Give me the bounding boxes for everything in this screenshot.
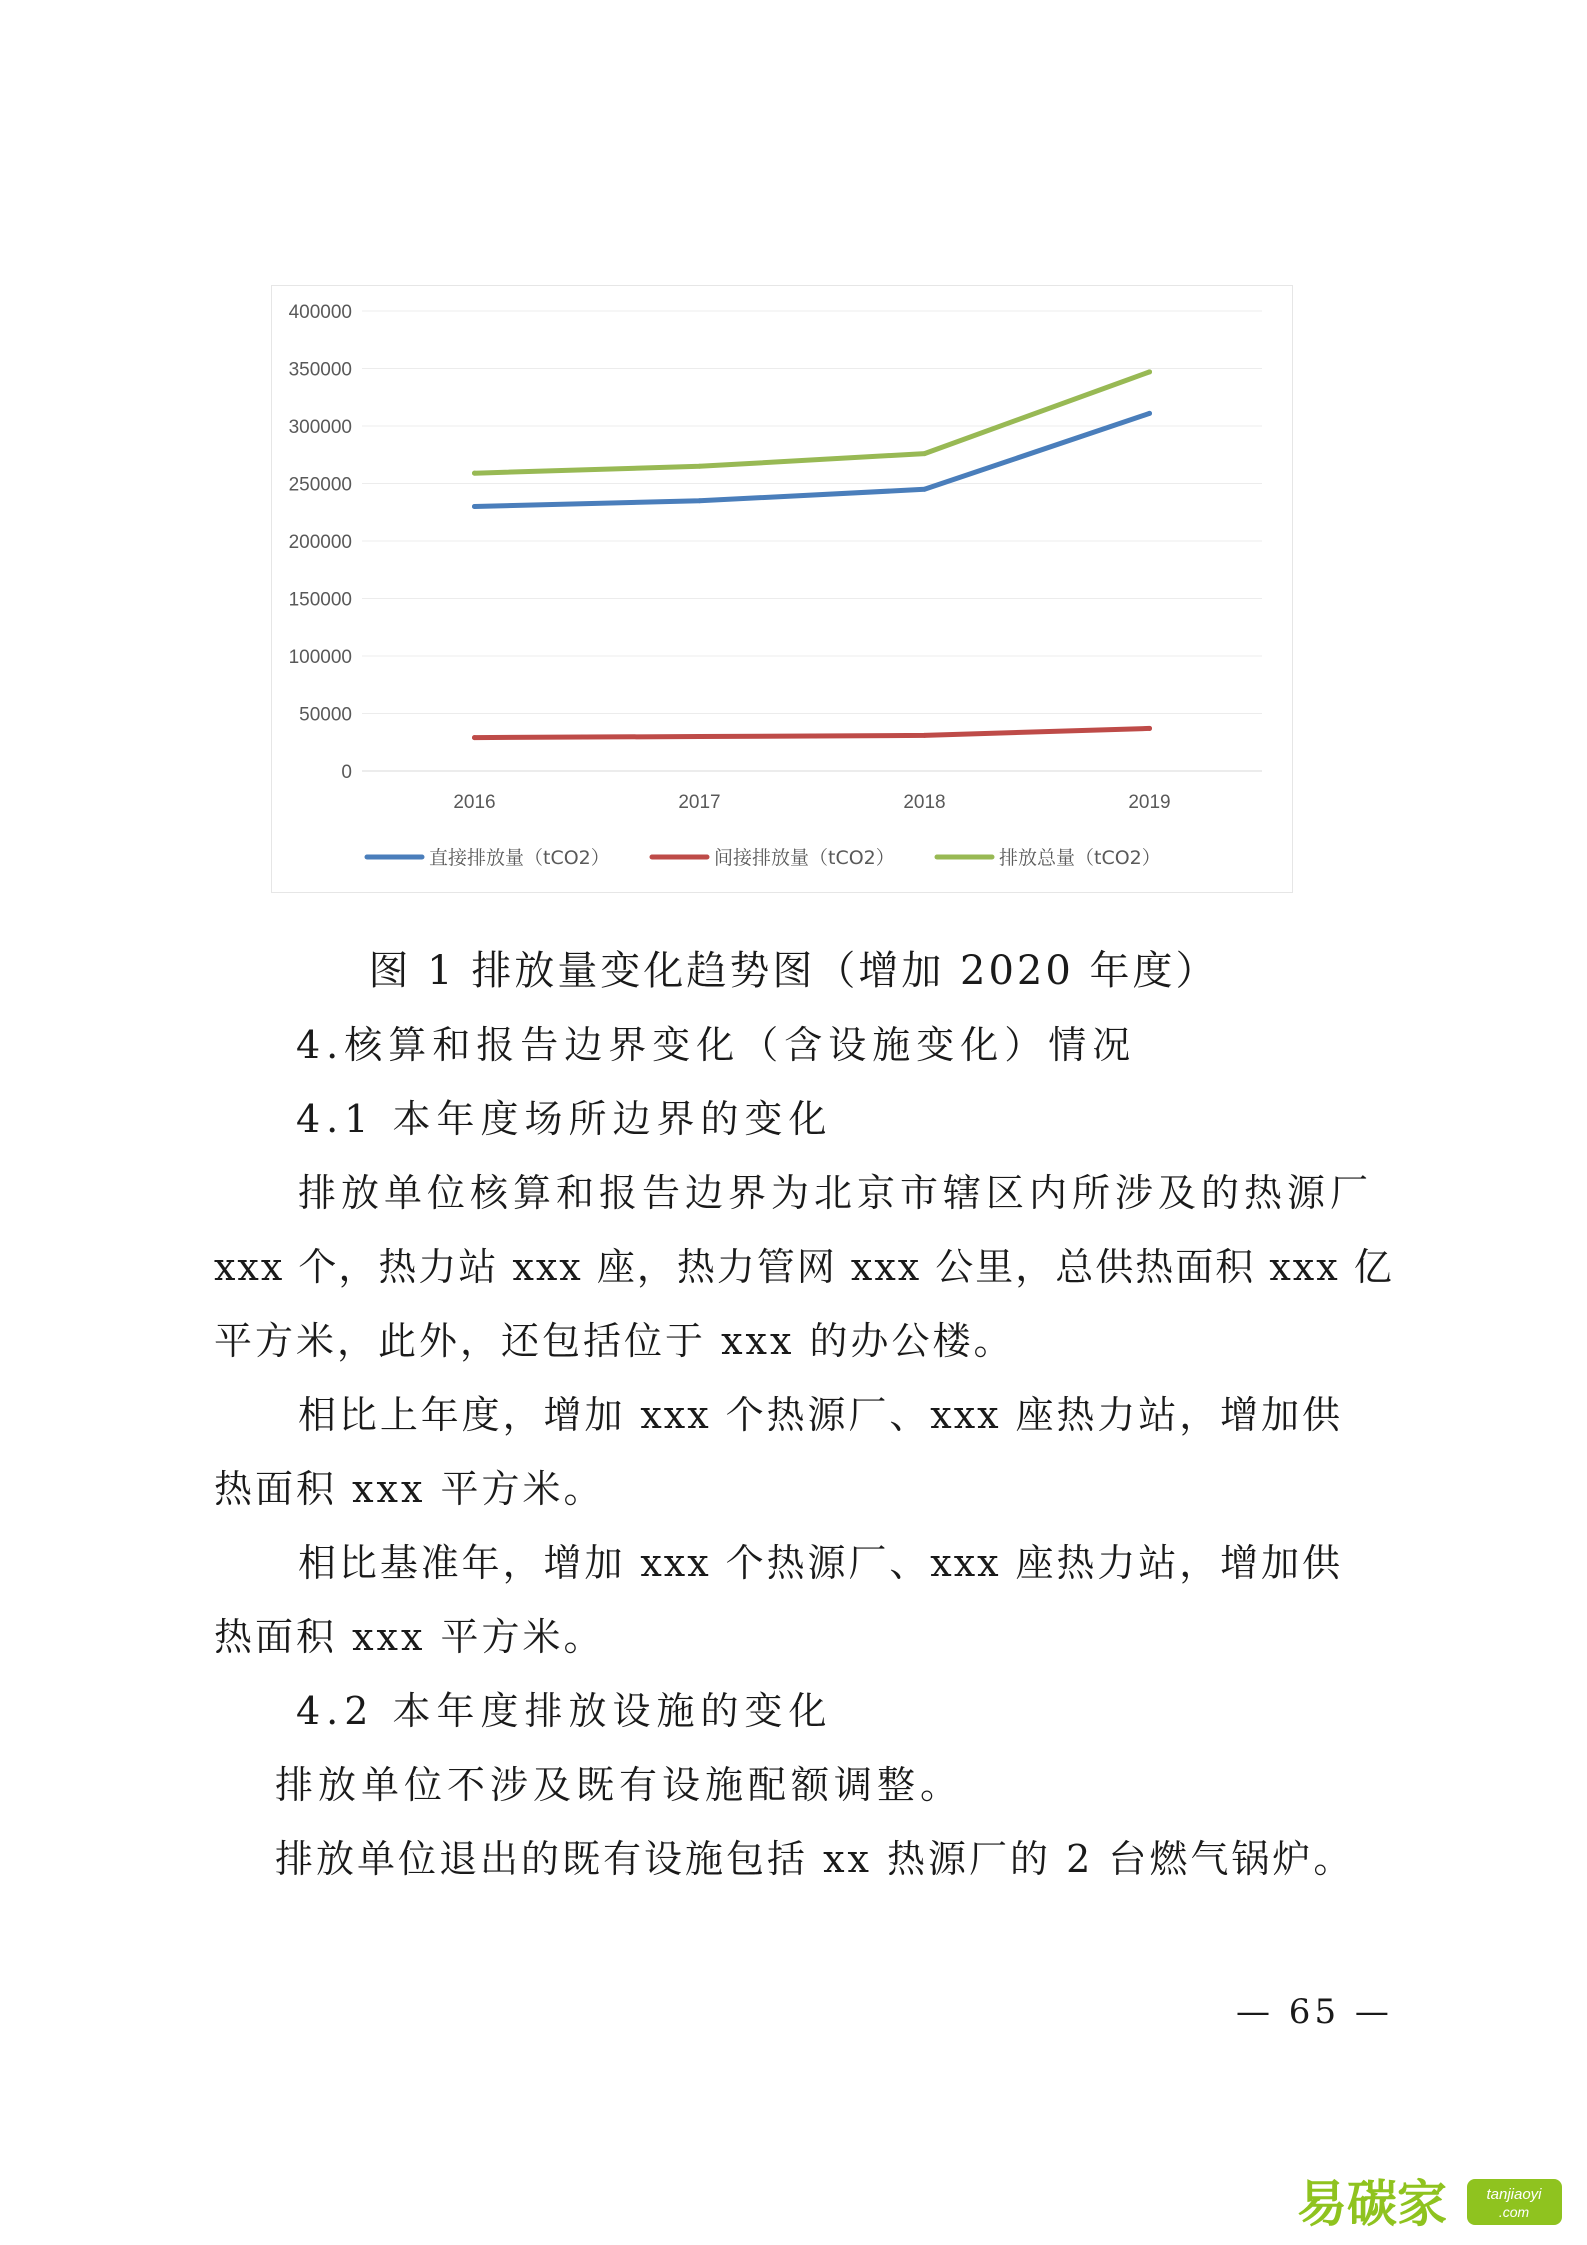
series-2-point-2017 [697, 734, 702, 739]
watermark-domain-top: tanjiaoyi [1486, 2186, 1542, 2203]
y-tick-label-350000: 350000 [288, 359, 352, 381]
series-2-point-2019 [1147, 726, 1152, 731]
legend-label-3: 排放总量（tCO2） [999, 847, 1161, 869]
series-line-3 [475, 372, 1150, 473]
x-tick-label-2019: 2019 [1128, 792, 1171, 813]
legend-label-1: 直接排放量（tCO2） [429, 847, 610, 869]
paragraph-4: 排放单位不涉及既有设施配额调整。 [275, 1763, 964, 1807]
paragraph-2-line-2: 热面积 xxx 平方米。 [214, 1467, 605, 1511]
emissions-trend-chart [271, 285, 1293, 893]
y-tick-label-50000: 50000 [299, 704, 352, 726]
legend-label-2: 间接排放量（tCO2） [714, 847, 895, 869]
series-1-point-2018 [922, 487, 927, 492]
series-1-point-2016 [472, 504, 477, 509]
series-1-point-2017 [697, 498, 702, 503]
series-2-point-2018 [922, 733, 927, 738]
figure-caption: 图 1 排放量变化趋势图（增加 2020 年度） [368, 948, 1219, 994]
series-1-point-2019 [1147, 411, 1152, 416]
watermark-logo [1297, 2165, 1567, 2235]
paragraph-3-line-1: 相比基准年，增加 xxx 个热源厂、xxx 座热力站，增加供 [298, 1541, 1342, 1585]
series-3-point-2017 [697, 464, 702, 469]
x-tick-label-2018: 2018 [903, 792, 946, 813]
series-2-point-2016 [472, 735, 477, 740]
y-tick-label-200000: 200000 [288, 532, 352, 553]
watermark-domain-bottom: .com [1498, 2204, 1530, 2220]
x-tick-label-2016: 2016 [453, 792, 496, 813]
y-tick-label-400000: 400000 [288, 302, 352, 323]
paragraph-1-line-1: 排放单位核算和报告边界为北京市辖区内所涉及的热源厂 [298, 1171, 1370, 1215]
series-3-point-2016 [472, 471, 477, 476]
paragraph-1-line-3: 平方米，此外，还包括位于 xxx 的办公楼。 [214, 1319, 1015, 1363]
watermark-brand: 易碳家 [1297, 2175, 1447, 2233]
series-line-2 [475, 728, 1150, 737]
series-3-point-2018 [922, 451, 927, 456]
paragraph-2-line-1: 相比上年度，增加 xxx 个热源厂、xxx 座热力站，增加供 [298, 1393, 1342, 1437]
x-tick-label-2017: 2017 [678, 792, 721, 813]
section-4-1-heading: 4.1 本年度场所边界的变化 [296, 1097, 833, 1141]
y-tick-label-300000: 300000 [288, 417, 352, 438]
section-4-heading: 4.核算和报告边界变化（含设施变化）情况 [296, 1023, 1137, 1067]
page-number: — 65 — [1236, 1992, 1393, 2032]
paragraph-1-line-2: xxx 个，热力站 xxx 座，热力管网 xxx 公里，总供热面积 xxx 亿 [214, 1245, 1394, 1289]
paragraph-3-line-2: 热面积 xxx 平方米。 [214, 1615, 605, 1659]
section-4-2-heading: 4.2 本年度排放设施的变化 [296, 1689, 833, 1733]
y-tick-label-150000: 150000 [288, 589, 352, 611]
y-tick-label-250000: 250000 [288, 474, 352, 496]
y-tick-label-0: 0 [341, 762, 352, 783]
paragraph-5: 排放单位退出的既有设施包括 xx 热源厂的 2 台燃气锅炉。 [275, 1837, 1355, 1881]
y-tick-label-100000: 100000 [288, 647, 352, 668]
chart-canvas [272, 286, 1292, 892]
series-3-point-2019 [1147, 369, 1152, 374]
